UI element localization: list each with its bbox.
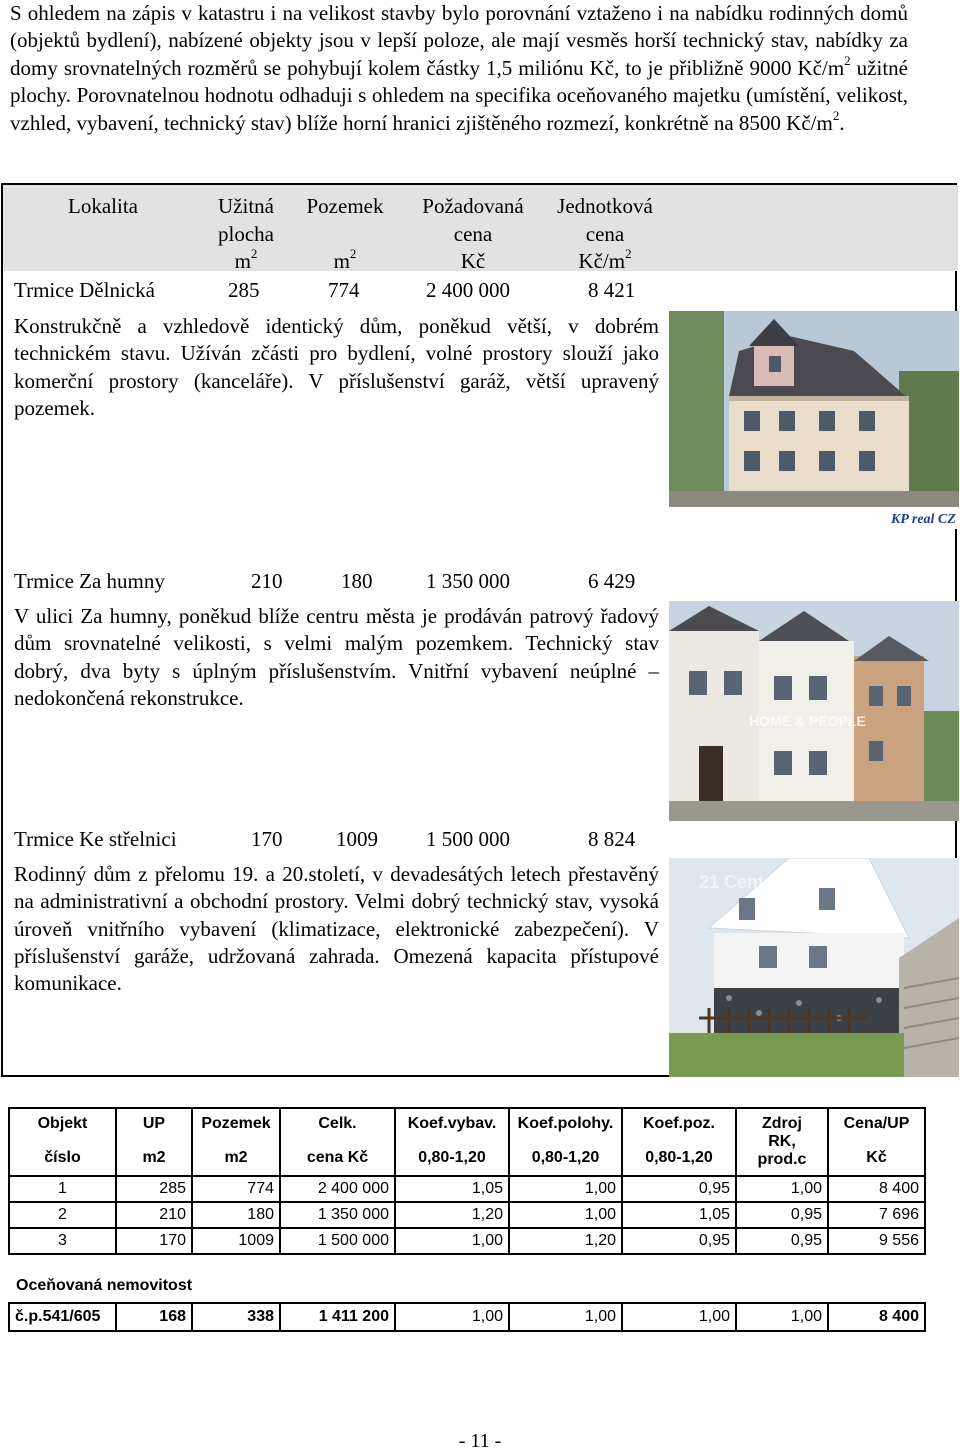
property-description-1: Konstrukčně a vzhledově identický dům, poněkud větší, v dobrém technickém stavu. Užíván zčásti pro bydlení, volné prostory slouží jako komerční prostory (kanceláře). V příslušenství garáž, větší upravený pozemek. (14, 314, 659, 420)
header-cell: Objekt číslo (9, 1108, 116, 1176)
photo-logo-2: HOME & PEOPLE (749, 713, 866, 729)
comparables-header (3, 185, 958, 271)
page-number: - 11 - (458, 1430, 502, 1452)
intro-paragraph (10, 0, 908, 137)
property-row-1 (3, 278, 703, 306)
intro-text-3: . (839, 110, 845, 135)
property-land: 774 (328, 278, 360, 302)
table-header-row (9, 1108, 925, 1176)
property-land: 1009 (336, 827, 378, 851)
table-row: 2 210 180 1 350 000 1,20 1,00 1,05 0,95 7 696 (9, 1202, 925, 1228)
property-description-3: Rodinný dům z přelomu 19. a 20.století, v devadesátých letech přestavěný na administrativní a obchodní prostory. Velmi dobrý technický stav, vysoká úroveň vnitřního vybavení (klimatizace, elektronické zabezpečení). V příslušenství garáže, udržovaná zahrada. Omezená kapacita přístupové komunikace. (14, 862, 659, 996)
property-name: Trmice Za humny (14, 569, 165, 593)
property-price: 1 350 000 (426, 569, 510, 593)
property-area: 285 (228, 278, 260, 302)
property-row-2 (3, 569, 703, 597)
header-cell: Pozemek m2 (192, 1108, 280, 1176)
property-row-3 (3, 827, 703, 855)
property-photo-2 (669, 601, 959, 821)
intro-sup-2: 2 (832, 107, 840, 123)
property-area: 170 (251, 827, 283, 851)
intro-text-2: užitné plochy. Porovnatelnou hodnotu odhaduji s ohledem na specifika oceňovaného majetku (umístění, velikost, vzhled, vybavení, technický stav) blíže horní hranici zjištěného rozmezí, konkrétně na 8500 Kč/m (10, 55, 908, 135)
intro-text-1: S ohledem na zápis v katastru i na velikost stavby bylo porovnání vztaženo i na nabídku rodinných domů (objektů bydlení), nabízené objekty jsou v lepší poloze, ale mají vesměs horší technický stav, nabídky za domy srovnatelných rozměrů se pohybují kolem částky 1,5 miliónu Kč, to je přibližně 9000 Kč/m (10, 1, 908, 80)
header-uzitna-plocha: Užitná plocha $m^2$ (218, 194, 274, 273)
valued-property-table (8, 1302, 926, 1332)
valued-row: č.p.541/605 168 338 1 411 200 1,00 1,00 1,00 1,00 8 400 (9, 1303, 925, 1331)
header-cell: Koef.poz. 0,80-1,20 (622, 1108, 736, 1176)
property-land: 180 (341, 569, 373, 593)
property-name: Trmice Ke střelnici (14, 827, 177, 851)
property-description-2: V ulici Za humny, poněkud blíže centru města je prodáván patrový řadový dům srovnatelné velikosti, s velmi malým pozemkem. Technický stav dobrý, dva byty s úplným příslušenstvím. Vnitřní vybavení neúplné – nedokončená rekonstrukce. (14, 604, 659, 710)
photo-logo-3: 21 Century (699, 872, 793, 892)
property-unit-price: 8 824 (588, 827, 636, 851)
table-row: 1 285 774 2 400 000 1,05 1,00 0,95 1,00 8 400 (9, 1176, 925, 1202)
comparables-frame (1, 183, 957, 1077)
header-cell: Koef.vybav. 0,80-1,20 (395, 1108, 509, 1176)
header-pozadovana-cena: Požadovaná cena Kč (422, 194, 524, 273)
property-photo-1 (669, 311, 959, 529)
property-area: 210 (251, 569, 283, 593)
header-cell: Koef.polohy. 0,80-1,20 (509, 1108, 622, 1176)
table-row: 3 170 1009 1 500 000 1,00 1,20 0,95 0,95 9 556 (9, 1228, 925, 1254)
property-unit-price: 6 429 (588, 569, 636, 593)
header-pozemek: Pozemek $m^2$ (306, 194, 384, 273)
header-cell: UP m2 (116, 1108, 192, 1176)
property-photo-3 (669, 858, 959, 1077)
header-jednotkova-cena: Jednotková cena $Kč/m^2$ (557, 194, 653, 273)
intro-sup-1: 2 (844, 52, 851, 68)
header-cell: Zdroj RK, prod.c (736, 1108, 828, 1176)
header-cell: Cena/UP Kč (828, 1108, 925, 1176)
photo-logo-1: KP real CZ (891, 512, 956, 527)
coefficient-table (8, 1107, 926, 1255)
property-unit-price: 8 421 (588, 278, 636, 302)
valued-property-title: Oceňovaná nemovitost (16, 1277, 193, 1294)
header-cell: Celk. cena Kč (280, 1108, 395, 1176)
property-price: 2 400 000 (426, 278, 510, 302)
property-name: Trmice Dělnická (14, 278, 155, 302)
property-price: 1 500 000 (426, 827, 510, 851)
header-lokalita: Lokalita (68, 194, 138, 218)
